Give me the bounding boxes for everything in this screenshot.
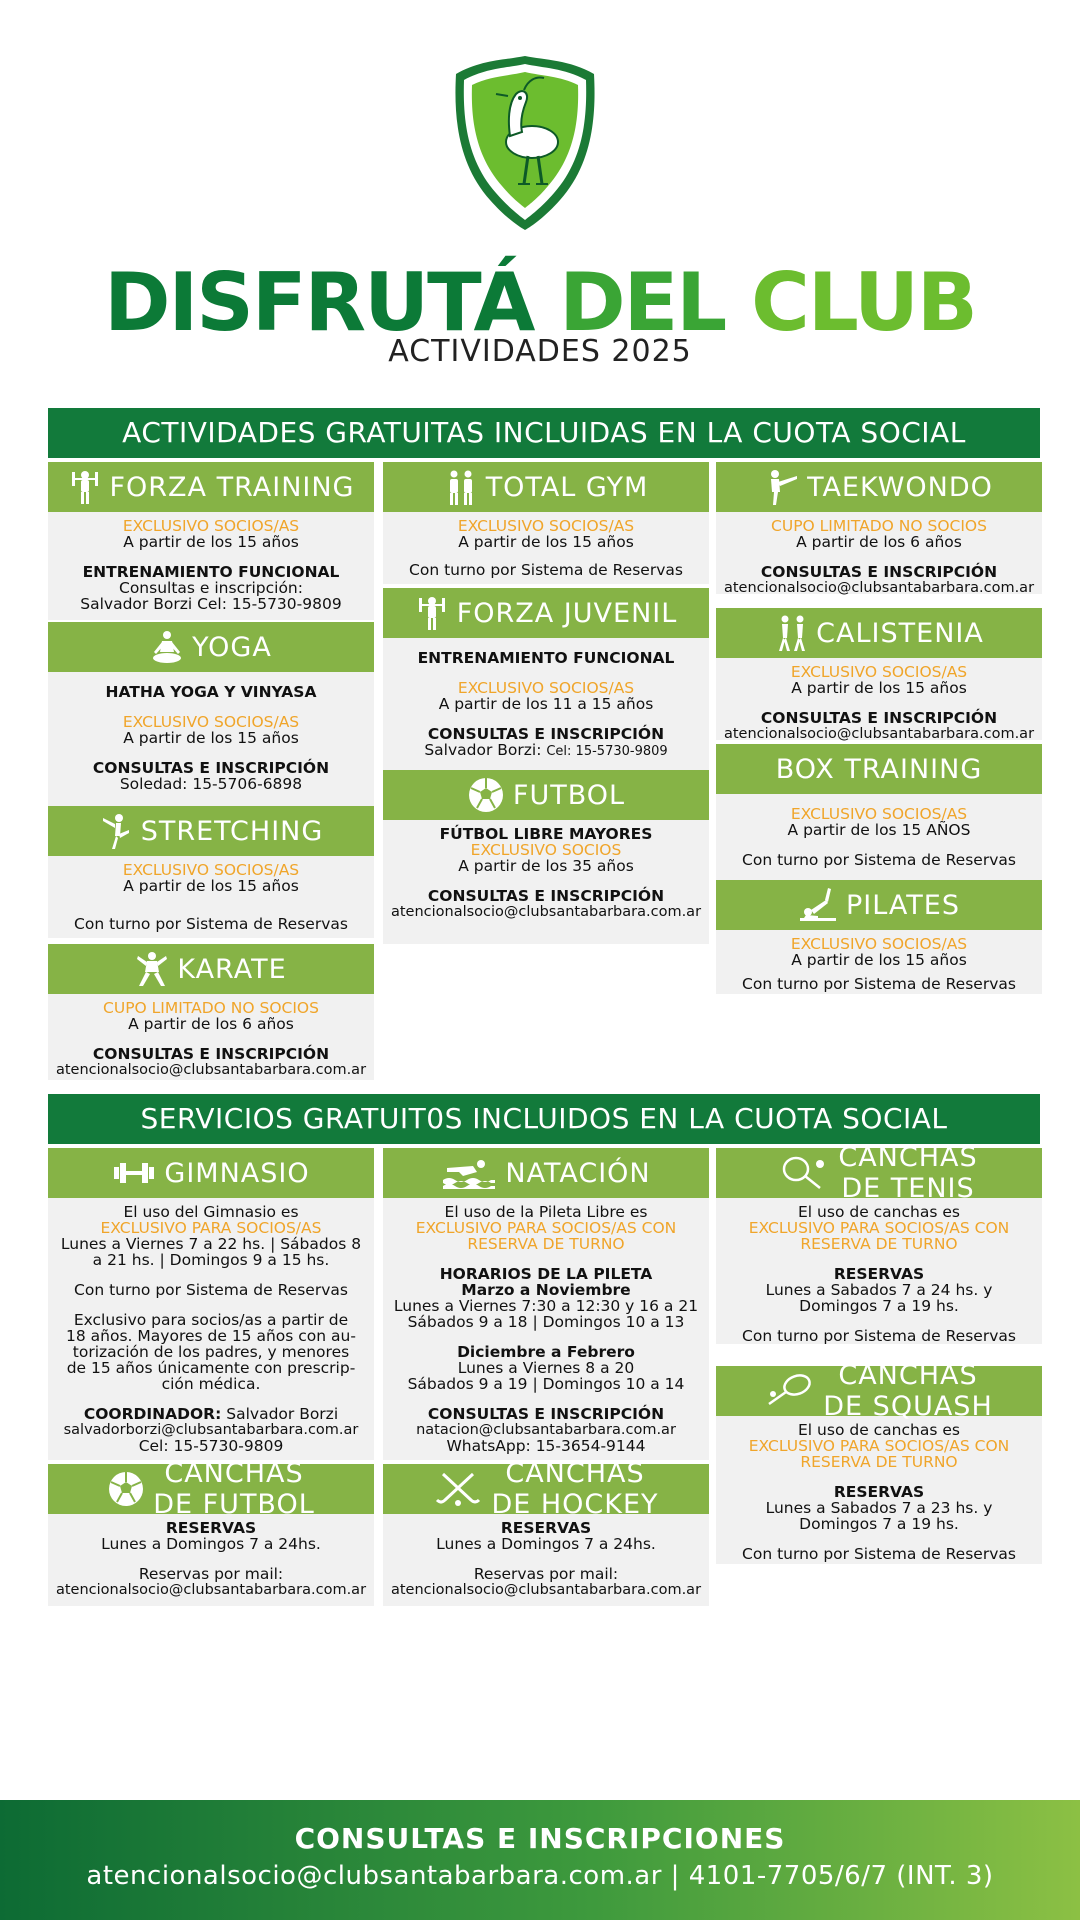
mail-label: Reservas por mail: [473, 1565, 619, 1583]
card-title: FORZA TRAINING [109, 471, 355, 503]
consultas-label: CONSULTAS E INSCRIPCIÓN [92, 759, 330, 777]
card-header [383, 588, 709, 638]
card-header [716, 462, 1042, 512]
schedule-line-2: a 21 hs. | Domingos 9 a 15 hs. [92, 1251, 330, 1269]
card-header [48, 1458, 374, 1520]
email-text: atencionalsocio@clubsantabarbara.com.ar [390, 904, 702, 920]
reservas-label: RESERVAS [833, 1483, 925, 1501]
card-box-training [716, 744, 1042, 886]
age-text: A partir de los 15 años [123, 533, 299, 551]
card-title [823, 1360, 993, 1422]
activities-section-title: ACTIVIDADES GRATUITAS INCLUIDAS EN LA CUOTA SOCIAL [48, 408, 1040, 458]
card-taekwondo [716, 462, 1042, 594]
season-1-line-1: Lunes a Viernes 7:30 a 12:30 y 16 a 21 [393, 1297, 699, 1315]
card-header [48, 944, 374, 994]
email-text: atencionalsocio@clubsantabarbara.com.ar [55, 1062, 367, 1078]
reservation-label: RESERVA DE TURNO [800, 1453, 958, 1471]
email-text: salvadorborzi@clubsantabarbara.com.ar [63, 1422, 359, 1438]
card-header [383, 1458, 709, 1520]
usage-text: El uso de la Pileta Libre es [444, 1203, 648, 1221]
title-part-3: CLUB [751, 256, 976, 349]
pool-hours-title: HORARIOS DE LA PILETA [439, 1265, 653, 1283]
exclusive-label: EXCLUSIVO SOCIOS/AS [122, 517, 300, 535]
age-text: A partir de los 15 AÑOS [787, 821, 971, 839]
card-header [716, 608, 1042, 658]
email-text: atencionalsocio@clubsantabarbara.com.ar [55, 1582, 367, 1598]
contact-text: Soledad: 15-5706-6898 [119, 775, 303, 793]
footer-title: CONSULTAS E INSCRIPCIONES [294, 1822, 786, 1855]
exclusive-label: EXCLUSIVO PARA SOCIOS/AS CON [415, 1219, 677, 1237]
age-rule-4: de 15 años únicamente con prescrip- [66, 1359, 356, 1377]
age-text: A partir de los 15 años [791, 951, 967, 969]
phone-text: Cel: 15-5730-9809 [138, 1437, 284, 1455]
card-title: PILATES [846, 889, 960, 921]
card-header [383, 462, 709, 512]
card-title: YOGA [192, 631, 272, 663]
exclusive-label: EXCLUSIVO SOCIOS/AS [790, 663, 968, 681]
card-title: CALISTENIA [816, 617, 984, 649]
contact-phone: Cel: 15-5730-9809 [546, 744, 668, 759]
club-crest-logo [450, 52, 600, 232]
card-title-line-2: DE HOCKEY [491, 1489, 659, 1520]
card-title-line-1: CANCHAS [505, 1458, 645, 1489]
card-header [716, 1142, 1042, 1204]
exclusive-label: EXCLUSIVO PARA SOCIOS/AS CON [748, 1219, 1010, 1237]
dumbbell-icon [112, 1154, 156, 1192]
card-body [383, 820, 709, 944]
exclusive-label: EXCLUSIVO SOCIOS/AS [790, 805, 968, 823]
pilates-pose-icon [798, 886, 838, 924]
exclusive-label: EXCLUSIVO SOCIOS/AS [790, 935, 968, 953]
card-futbol [383, 770, 709, 944]
consultas-label: CONSULTAS E INSCRIPCIÓN [427, 725, 665, 743]
card-body [716, 512, 1042, 594]
gym-people-icon [444, 468, 478, 506]
contact-text [387, 742, 705, 760]
booking-text: Con turno por Sistema de Reservas [742, 851, 1016, 869]
hockey-sticks-icon [433, 1470, 483, 1508]
age-rule-5: ción médica. [161, 1375, 261, 1393]
squash-racket-icon [765, 1372, 815, 1410]
card-title: FUTBOL [512, 779, 626, 811]
card-body [716, 930, 1042, 994]
card-calistenia [716, 608, 1042, 740]
exclusive-label: EXCLUSIVO PARA SOCIOS/AS [100, 1219, 322, 1237]
age-rule-1: Exclusivo para socios/as a partir de [73, 1311, 349, 1329]
card-karate [48, 944, 374, 1080]
taekwondo-kick-icon [765, 468, 799, 506]
booking-text: Con turno por Sistema de Reservas [74, 915, 348, 933]
exclusive-label: EXCLUSIVO SOCIOS/AS [122, 861, 300, 879]
contact-text: Salvador Borzi Cel: 15-5730-9809 [80, 595, 342, 613]
consultas-label: CONSULTAS E INSCRIPCIÓN [92, 1045, 330, 1063]
age-rule-2: 18 años. Mayores de 15 años con au- [66, 1327, 356, 1345]
card-gimnasio [48, 1148, 374, 1460]
season-2-line-1: Lunes a Viernes 8 a 20 [457, 1359, 635, 1377]
card-title-line-1: CANCHAS [164, 1458, 304, 1489]
season-2-title: Diciembre a Febrero [457, 1343, 635, 1361]
booking-text: Con turno por Sistema de Reservas [742, 1327, 1016, 1345]
schedule-text: Lunes a Domingos 7 a 24hs. [101, 1535, 321, 1553]
tennis-racket-icon [780, 1154, 830, 1192]
card-body [716, 1198, 1042, 1344]
yoga-pose-icon [150, 628, 184, 666]
weightlifter-icon [68, 468, 102, 506]
card-body [48, 994, 374, 1080]
services-section-title: SERVICIOS GRATUIT0S INCLUIDOS EN LA CUOTA SOCIAL [48, 1094, 1040, 1144]
card-body [48, 1514, 374, 1606]
card-header [383, 770, 709, 820]
usage-text: El uso de canchas es [798, 1203, 960, 1221]
card-header [716, 1360, 1042, 1422]
weightlifter-icon [415, 594, 449, 632]
card-header [383, 1148, 709, 1198]
schedule-line-2: Domingos 7 a 19 hs. [799, 1515, 959, 1533]
schedule-line-2: Domingos 7 a 19 hs. [799, 1297, 959, 1315]
consultas-label: CONSULTAS E INSCRIPCIÓN [427, 887, 665, 905]
age-text: A partir de los 15 años [458, 533, 634, 551]
limited-label: CUPO LIMITADO NO SOCIOS [103, 999, 319, 1017]
usage-text: El uso de canchas es [798, 1421, 960, 1439]
usage-text: El uso del Gimnasio es [123, 1203, 299, 1221]
consultas-label: CONSULTAS E INSCRIPCIÓN [760, 563, 998, 581]
title-part-2: DEL [559, 256, 752, 349]
card-body [383, 638, 709, 774]
karate-fighter-icon [135, 950, 169, 988]
subtitle: ACTIVIDADES 2025 [388, 334, 692, 369]
footer-contact: atencionalsocio@clubsantabarbara.com.ar | 4101-7705/6/7 (INT. 3) [86, 1861, 994, 1891]
card-title [491, 1458, 658, 1520]
card-body [48, 1198, 374, 1460]
reservas-label: RESERVAS [500, 1519, 592, 1537]
training-type: ENTRENAMIENTO FUNCIONAL [417, 649, 675, 667]
schedule-line-1: Lunes a Sabados 7 a 24 hs. y [765, 1281, 993, 1299]
card-header [48, 1148, 374, 1198]
title-part-1: DISFRUTÁ [104, 256, 560, 349]
schedule-line-1: Lunes a Sabados 7 a 23 hs. y [765, 1499, 993, 1517]
card-title-line-2: DE TENIS [841, 1173, 975, 1204]
card-title [838, 1142, 977, 1204]
reservas-label: RESERVAS [833, 1265, 925, 1283]
mail-label: Reservas por mail: [138, 1565, 284, 1583]
soccer-ball-icon [107, 1470, 145, 1508]
booking-text: Con turno por Sistema de Reservas [74, 1281, 348, 1299]
info-text: Consultas e inscripción: [119, 579, 303, 597]
card-body [716, 658, 1042, 740]
footer-banner [0, 1800, 1080, 1920]
card-tenis [716, 1142, 1042, 1345]
card-title: FORZA JUVENIL [456, 597, 678, 629]
card-title: NATACIÓN [505, 1157, 651, 1189]
card-stretching [48, 806, 374, 938]
age-rule-3: torización de los padres, y menores [72, 1343, 350, 1361]
email-text: atencionalsocio@clubsantabarbara.com.ar [390, 1582, 702, 1598]
age-text: A partir de los 11 a 15 años [438, 695, 654, 713]
card-title: TAEKWONDO [807, 471, 993, 503]
age-text: A partir de los 35 años [458, 857, 634, 875]
futbol-type: FÚTBOL LIBRE MAYORES [439, 825, 653, 843]
style-text: HATHA YOGA Y VINYASA [105, 683, 317, 701]
card-title-line-1: CANCHAS [838, 1142, 978, 1173]
season-1-line-2: Sábados 9 a 18 | Domingos 10 a 13 [407, 1313, 685, 1331]
exclusive-label: EXCLUSIVO SOCIOS [470, 841, 622, 859]
exclusive-label: EXCLUSIVO SOCIOS/AS [122, 713, 300, 731]
reservas-label: RESERVAS [165, 1519, 257, 1537]
age-text: A partir de los 15 años [123, 877, 299, 895]
card-yoga [48, 622, 374, 808]
reservation-label: RESERVA DE TURNO [467, 1235, 625, 1253]
season-1-title: Marzo a Noviembre [461, 1281, 631, 1299]
card-body [48, 856, 374, 938]
calisthenics-figure-icon [774, 614, 808, 652]
coordinator-line [52, 1406, 370, 1422]
exclusive-label: EXCLUSIVO PARA SOCIOS/AS CON [748, 1437, 1010, 1455]
card-title-line-2: DE SQUASH [823, 1391, 993, 1422]
email-text: atencionalsocio@clubsantabarbara.com.ar [723, 726, 1035, 742]
exclusive-label: EXCLUSIVO SOCIOS/AS [457, 679, 635, 697]
email-text: atencionalsocio@clubsantabarbara.com.ar [723, 580, 1035, 596]
card-title: KARATE [177, 953, 287, 985]
consultas-label: CONSULTAS E INSCRIPCIÓN [427, 1405, 665, 1423]
age-text: A partir de los 6 años [796, 533, 962, 551]
booking-text: Con turno por Sistema de Reservas [742, 1545, 1016, 1563]
swimmer-icon [441, 1154, 497, 1192]
card-body [716, 1416, 1042, 1564]
booking-text: Con turno por Sistema de Reservas [742, 975, 1016, 993]
schedule-line-1: Lunes a Viernes 7 a 22 hs. | Sábados 8 [60, 1235, 362, 1253]
card-header [48, 622, 374, 672]
card-title: TOTAL GYM [485, 471, 649, 503]
season-2-line-2: Sábados 9 a 19 | Domingos 10 a 14 [407, 1375, 685, 1393]
card-body [48, 672, 374, 808]
card-header [48, 462, 374, 512]
card-canchas-hockey [383, 1458, 709, 1606]
card-header [716, 744, 1042, 794]
card-title [153, 1458, 315, 1520]
card-title: STRETCHING [140, 815, 324, 847]
coordinator-name: Salvador Borzi [221, 1405, 339, 1423]
card-body [383, 512, 709, 584]
email-text: natacion@clubsantabarbara.com.ar [416, 1422, 676, 1438]
card-canchas-futbol [48, 1458, 374, 1606]
age-text: A partir de los 15 años [791, 679, 967, 697]
stretching-figure-icon [99, 812, 133, 850]
card-title: BOX TRAINING [775, 753, 983, 785]
age-text: A partir de los 6 años [128, 1015, 294, 1033]
card-forza-training [48, 462, 374, 620]
contact-name: Salvador Borzi: [424, 741, 547, 759]
reservation-label: RESERVA DE TURNO [800, 1235, 958, 1253]
card-title: GIMNASIO [164, 1157, 310, 1189]
schedule-text: Lunes a Domingos 7 a 24hs. [436, 1535, 656, 1553]
card-squash [716, 1360, 1042, 1564]
card-header [716, 880, 1042, 930]
card-body [383, 1198, 709, 1460]
booking-text: Con turno por Sistema de Reservas [409, 561, 683, 579]
card-title-line-1: CANCHAS [838, 1360, 978, 1391]
whatsapp-text: WhatsApp: 15-3654-9144 [446, 1437, 646, 1455]
limited-label: CUPO LIMITADO NO SOCIOS [771, 517, 987, 535]
training-type: ENTRENAMIENTO FUNCIONAL [82, 563, 340, 581]
exclusive-label: EXCLUSIVO SOCIOS/AS [457, 517, 635, 535]
card-total-gym [383, 462, 709, 584]
card-body [716, 794, 1042, 886]
card-title-line-2: DE FUTBOL [153, 1489, 315, 1520]
card-body [48, 512, 374, 620]
card-natacion [383, 1148, 709, 1460]
card-forza-juvenil [383, 588, 709, 774]
card-pilates [716, 880, 1042, 994]
card-header [48, 806, 374, 856]
coordinator-label: COORDINADOR: [83, 1405, 222, 1423]
consultas-label: CONSULTAS E INSCRIPCIÓN [760, 709, 998, 727]
soccer-ball-icon [467, 776, 505, 814]
age-text: A partir de los 15 años [123, 729, 299, 747]
card-body [383, 1514, 709, 1606]
